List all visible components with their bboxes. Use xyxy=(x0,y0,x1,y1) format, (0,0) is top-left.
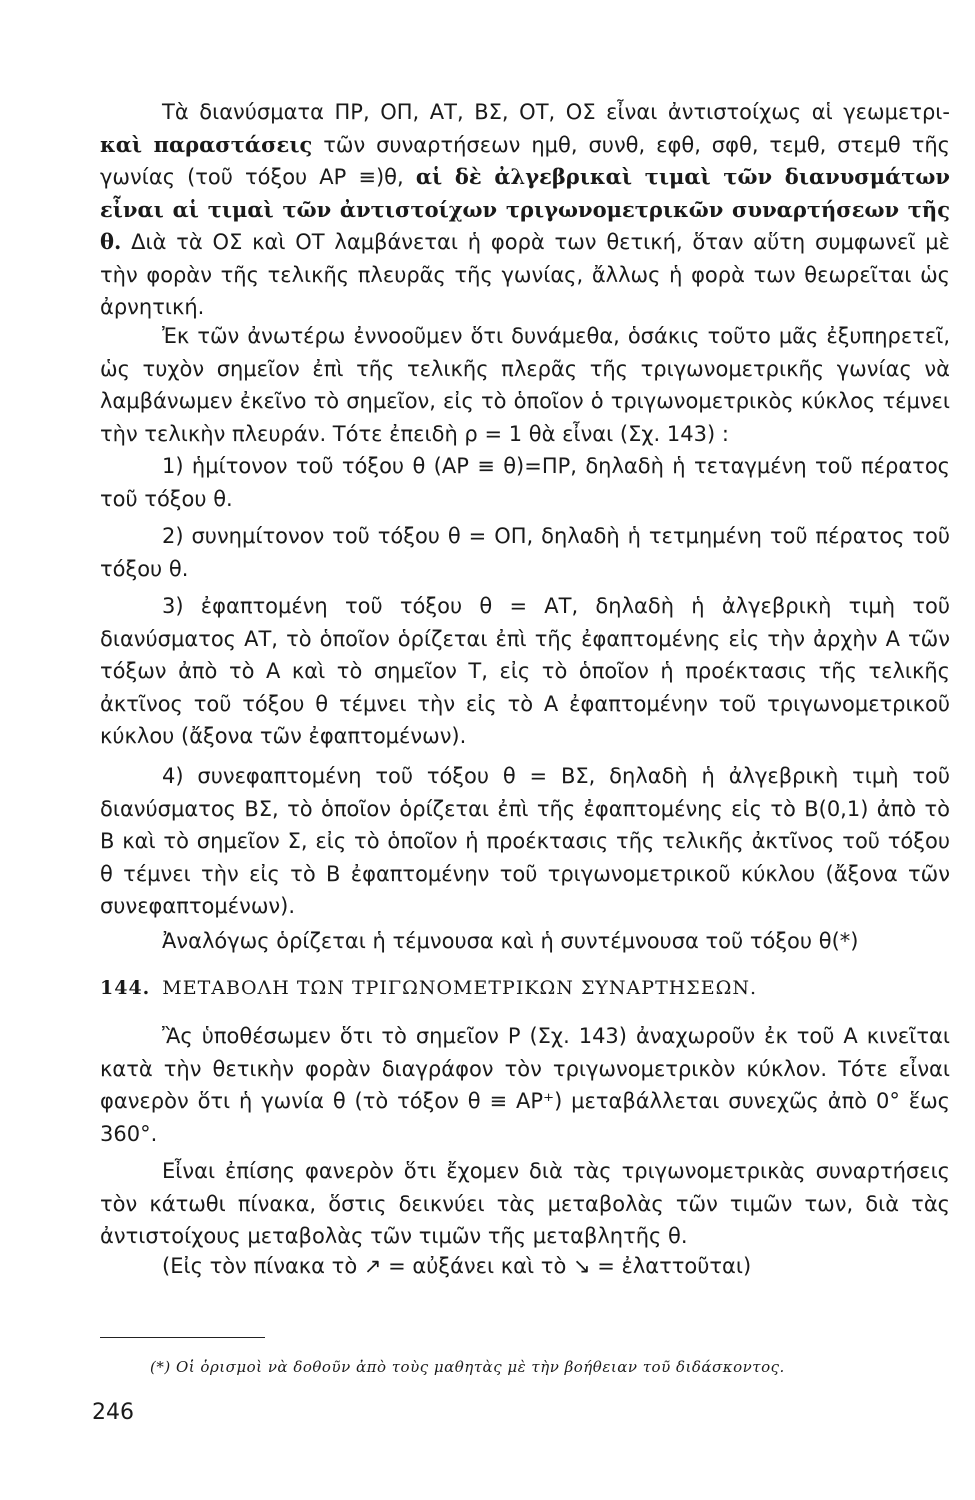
analogous-line: Ἀναλόγως ὁρίζεται ἡ τέμνουσα καὶ ἡ συντέμνουσα τοῦ τόξου θ(*) xyxy=(162,929,859,953)
intro-text-c: Διὰ τὰ ΟΣ καὶ ΟΤ λαμβάνεται ἡ φορὰ των θετική, ὅταν αὕτη συμφωνεῖ μὲ τὴν φορὰν τῆς τελικῆς πλευρᾶς τῆς γωνίας, ἄλλως ἡ φορὰ των θεωρεῖται ὡς ἀρνητική. xyxy=(100,230,950,319)
footnote-rule xyxy=(100,1337,265,1338)
section-number: 144. xyxy=(100,977,151,999)
intro-paragraph xyxy=(100,96,950,324)
item-3: 3) ἐφαπτομένη τοῦ τόξου θ = ΑΤ, δηλαδὴ ἡ ἀλγεβρικὴ τιμὴ τοῦ διανύσματος ΑΤ, τὸ ὁποῖον ὁρίζεται ἐπὶ τῆς ἐφαπτομένης εἰς τὴν ἀρχὴν Α τῶν τόξων ἀπὸ τὸ Α καὶ τὸ σημεῖον Τ, εἰς τὸ ὁποῖον ἡ προέκτασις τῆς τελικῆς ἀκτῖνος τοῦ τόξου θ τέμνει τὴν εἰς τὸ Α ἐφαπτομένην τοῦ τριγωνομετρικοῦ κύκλου (ἄξονα τῶν ἐφαπτομένων). xyxy=(100,594,950,748)
intro-text: Τὰ διανύσματα ΠΡ, ΟΠ, ΑΤ, ΒΣ, ΟΤ, ΟΣ εἶναι ἀντιστοίχως αἱ γεωμετρι- xyxy=(162,100,950,124)
item-1: 1) ἡμίτονον τοῦ τόξου θ (ΑΡ ≡ θ)=ΠΡ, δηλαδὴ ἡ τεταγμένη τοῦ πέρατος τοῦ τόξου θ. xyxy=(100,454,950,511)
intro-bold-b: αἱ δὲ ἀλγεβρικαὶ τιμαὶ τῶν διανυσμάτων εἶναι αἱ τιμαὶ τῶν ἀντιστοίχων τριγωνομετρικῶν συναρτήσεων τῆς θ. xyxy=(100,164,950,254)
legend-line: (Εἰς τὸν πίνακα τὸ ↗ = αὐξάνει καὶ τὸ ↘ = ἐλαττοῦται) xyxy=(162,1254,752,1278)
page-number: 246 xyxy=(92,1400,134,1425)
intro-text-b: τῶν συναρτήσεων ημθ, συνθ, εφθ, σφθ, τεμθ, στεμθ τῆς γωνίας (τοῦ τόξου ΑΡ ≡)θ, xyxy=(100,132,950,189)
item-2: 2) συνημίτονον τοῦ τόξου θ = ΟΠ, δηλαδὴ ἡ τετμημένη τοῦ πέρατος τοῦ τόξου θ. xyxy=(100,524,950,581)
paragraph-4: Εἶναι ἐπίσης φανερὸν ὅτι ἔχομεν διὰ τὰς τριγωνομετρικὰς συναρτήσεις τὸν κάτωθι πίνακα, ὅστις δεικνύει τὰς μεταβολὰς τῶν τιμῶν των, διὰ τὰς ἀντιστοίχους μεταβολὰς τῶν τιμῶν τῆς μεταβλητῆς θ. xyxy=(100,1159,950,1248)
paragraph-3: Ἂς ὑποθέσωμεν ὅτι τὸ σημεῖον Ρ (Σχ. 143) ἀναχωροῦν ἐκ τοῦ Α κινεῖται κατὰ τὴν θετικὴν φορὰν διαγράφον τὸν τριγωνομετρικὸν κύκλον. Τότε εἶναι φανερὸν ὅτι ἡ γωνία θ (τὸ τόξον θ ≡ ΑΡ⁺) μεταβάλλεται συνεχῶς ἀπὸ 0° ἕως 360°. xyxy=(100,1024,950,1146)
intro-bold-a: καὶ παραστάσεις xyxy=(100,131,313,157)
item-4: 4) συνεφαπτομένη τοῦ τόξου θ = ΒΣ, δηλαδὴ ἡ ἀλγεβρικὴ τιμὴ τοῦ διανύσματος ΒΣ, τὸ ὁποῖον ὁρίζεται ἐπὶ τῆς ἐφαπτομένης εἰς τὸ Β(0,1) ἀπὸ τὸ Β καὶ τὸ σημεῖον Σ, εἰς τὸ ὁποῖον ἡ προέκτασις τῆς τελικῆς ἀκτῖνος τοῦ τόξου θ τέμνει τὴν εἰς τὸ Β ἐφαπτομένην τοῦ τριγωνομετρικοῦ κύκλου (ἄξονα τῶν συνεφαπτομένων). xyxy=(100,764,950,918)
paragraph-2: Ἐκ τῶν ἀνωτέρω ἐννοοῦμεν ὅτι δυνάμεθα, ὁσάκις τοῦτο μᾶς ἐξυπηρετεῖ, ὡς τυχὸν σημεῖον ἐπὶ τῆς τελικῆς πλερᾶς τῆς τριγωνομετρικῆς γωνίας νὰ λαμβάνωμεν ἐκεῖνο τὸ σημεῖον, εἰς τὸ ὁποῖον ὁ τριγωνομετρικὸς κύκλος τέμνει τὴν τελικὴν πλευράν. Τότε ἐπειδὴ ρ = 1 θὰ εἶναι (Σχ. 143) : xyxy=(100,324,950,446)
section-title: ΜΕΤΑΒΟΛΗ ΤΩΝ ΤΡΙΓΩΝΟΜΕΤΡΙΚΩΝ ΣΥΝΑΡΤΗΣΕΩΝ. xyxy=(162,977,758,999)
footnote: (*) Οἱ ὁρισμοὶ νὰ δοθοῦν ἀπὸ τοὺς μαθητὰς μὲ τὴν βοήθειαν τοῦ διδάσκοντος. xyxy=(150,1358,785,1376)
section-heading xyxy=(100,977,950,999)
